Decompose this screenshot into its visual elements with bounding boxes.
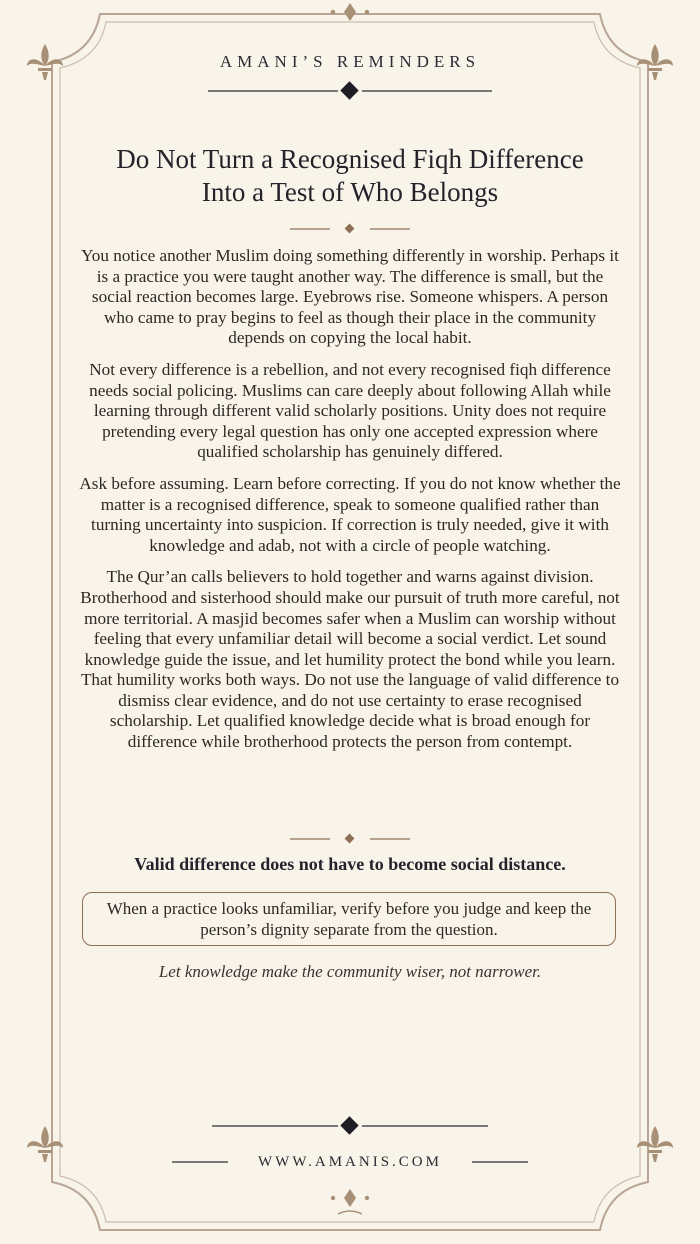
footer-diamond-icon (340, 1116, 358, 1134)
body-paragraph: Not every difference is a rebellion, and not every recognised fiqh difference needs social policing. Muslims can care deeply about following Allah while learning through different valid scholarly positions. Unity does not require pretending every legal question has only one accepted expression where qualified scholarship has genuinely differed. (89, 359, 611, 462)
key-takeaway: Valid difference does not have to become social distance. (134, 854, 566, 874)
brand-title: AMANI’S REMINDERS (219, 52, 481, 71)
header-diamond-icon (340, 81, 358, 99)
article-title (40, 143, 660, 209)
title-diamond-icon (345, 224, 355, 234)
article-title-line-2: Into a Test of Who Belongs (201, 177, 499, 207)
body-paragraph: You notice another Muslim doing something differently in worship. Perhaps it is a practice you were taught another way. The difference is small, but the social reaction becomes large. Eyebrows rise. Someone whispers. A person who came to pray begins to feel as though their place in the community depends on copying the local habit. (81, 246, 619, 348)
website-link[interactable]: WWW.AMANIS.COM (258, 1154, 442, 1170)
bottom-center-ornament-icon (331, 1189, 369, 1214)
article-body (78, 246, 622, 764)
closing-line: Let knowledge make the community wiser, not narrower. (158, 962, 542, 981)
top-center-ornament-icon (331, 3, 369, 21)
article-title-line-1: Do Not Turn a Recognised Fiqh Difference (116, 144, 584, 174)
takeaway-diamond-icon (345, 834, 355, 844)
body-paragraph: The Qur’an calls believers to hold together and warns against division. Brotherhood and sisterhood should make our pursuit of truth more careful, not more territorial. A masjid becomes safer when a Muslim can worship without feeling that every unfamiliar detail will become a social verdict. Let sound knowledge guide the issue, and let humility protect the bond while you learn. That humility works both ways. Do not use the language of valid difference to dismiss clear evidence, and do not use certainty to erase recognised scholarship. Let qualified knowledge decide what is broad enough for difference while brotherhood protects the person from contempt. (80, 567, 620, 752)
callout-box (82, 892, 616, 946)
body-paragraph: Ask before assuming. Learn before correcting. If you do not know whether the matter is a recognised difference, speak to someone qualified rather than turning uncertainty into suspicion. If correction is truly needed, give it with knowledge and adab, not with a circle of people watching. (79, 473, 621, 555)
callout-text: When a practice looks unfamiliar, verify before you judge and keep the person’s dignity separate from the question. (106, 899, 592, 939)
